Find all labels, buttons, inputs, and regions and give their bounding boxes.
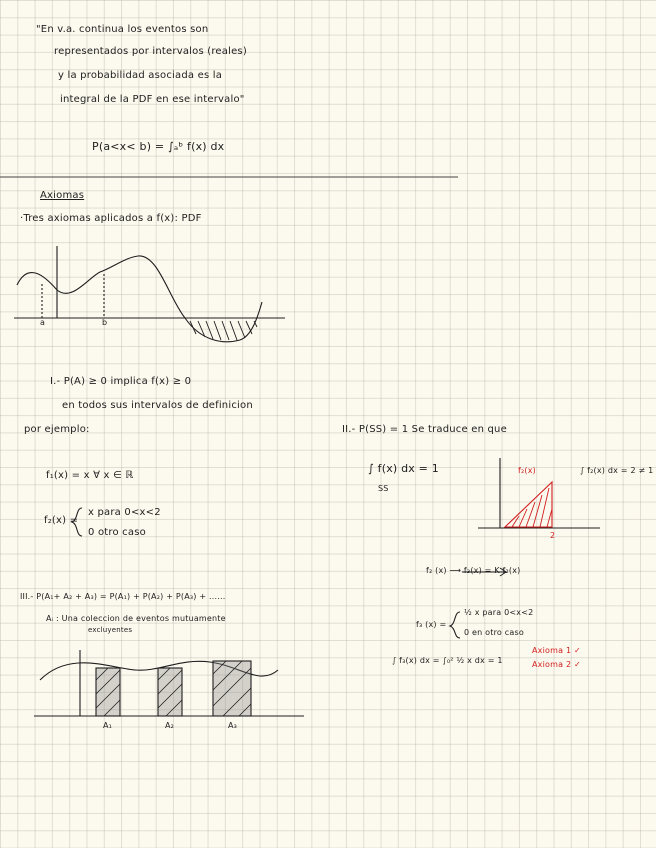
f2-case-1: x para 0<x<2	[88, 507, 161, 518]
pdf-curve-graph	[14, 246, 285, 342]
event-label-a1: A₁	[103, 721, 113, 730]
intro-line-1: "En v.a. continua los eventos son	[36, 24, 209, 35]
event-label-a2: A₂	[165, 721, 175, 730]
events-graph	[34, 650, 304, 716]
axiom2-integral-sub: SS	[378, 484, 389, 493]
intro-line-3: y la probabilidad asociada es la	[58, 70, 223, 81]
axiom1-detail: en todos sus intervalos de definicion	[62, 400, 253, 411]
axiomas-subtitle: ·Tres axiomas aplicados a f(x): PDF	[20, 213, 202, 224]
event-label-a3: A₃	[228, 721, 238, 730]
intro-line-2: representados por intervalos (reales)	[54, 46, 247, 57]
axiom1-statement: I.- P(A) ≥ 0 implica f(x) ≥ 0	[50, 376, 192, 387]
f2-lhs: f₂(x) =	[44, 515, 79, 526]
axiom2-statement: II.- P(SS) = 1 Se traduce en que	[342, 424, 507, 435]
side-integral: ∫ f₂(x) dx = 2 ≠ 1	[580, 466, 654, 475]
f3-case-2: 0 en otro caso	[464, 628, 524, 637]
f1-definition: f₁(x) = x ∀ x ∈ ℝ	[46, 470, 134, 481]
axiom3-detail-2: excluyentes	[88, 626, 133, 634]
brace-f3	[450, 612, 460, 638]
graph-label-b: b	[102, 318, 108, 327]
axiomas-title: Axiomas	[40, 190, 85, 201]
triangle-graph-label: f₂(x)	[518, 466, 536, 475]
axiom3-detail: Aᵢ : Una coleccion de eventos mutuamente	[46, 614, 226, 623]
example-label: por ejemplo:	[24, 424, 90, 435]
axiom2-integral: ∫ f(x) dx = 1	[368, 462, 439, 475]
f2-case-2: 0 otro caso	[88, 527, 146, 538]
intro-line-4: integral de la PDF en ese intervalo"	[60, 94, 245, 105]
intro-formula: P(a<x< b) = ∫ₐᵇ f(x) dx	[92, 140, 225, 153]
transform-line: f₂ (x) ⟶ f₃(x) = K f₂(x)	[426, 566, 521, 575]
f3-lhs: f₃ (x) =	[416, 620, 447, 629]
axiom3-statement: III.- P(A₁+ A₂ + A₃) = P(A₁) + P(A₂) + P(A₃) + ......	[20, 592, 226, 601]
f3-case-1: ½ x para 0<x<2	[464, 608, 534, 617]
check-axiom-2: Axioma 2 ✓	[532, 660, 581, 669]
check-integral: ∫ f₃(x) dx = ∫₀² ½ x dx = 1	[392, 656, 503, 665]
triangle-graph-tick: 2	[550, 531, 556, 540]
graph-label-a: a	[40, 318, 46, 327]
check-axiom-1: Axioma 1 ✓	[532, 646, 581, 655]
